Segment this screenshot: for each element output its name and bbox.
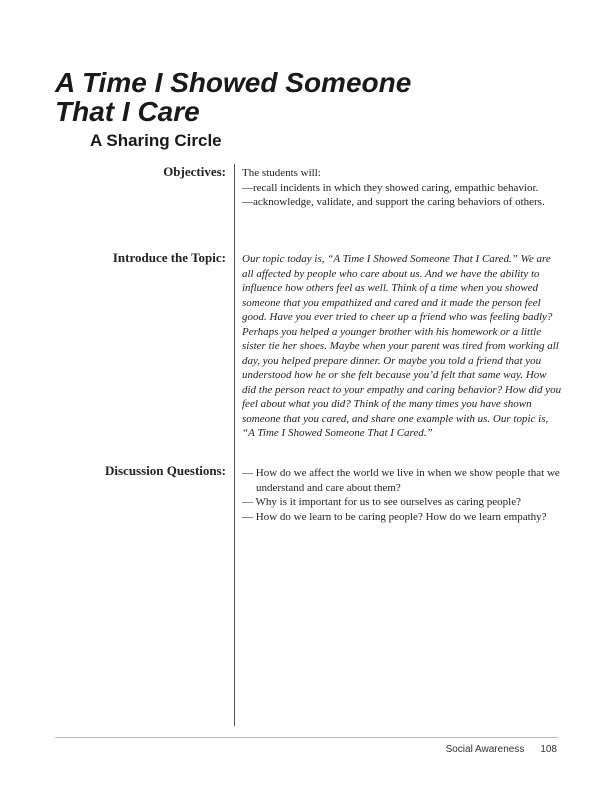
objectives-intro: The students will: <box>242 167 321 179</box>
discussion-question: — How do we affect the world we live in when we show people that we understand and care about them? <box>242 467 560 494</box>
introduce-topic-label: Introduce the Topic: <box>112 250 226 265</box>
discussion-question: — How do we learn to be caring people? How do we learn empathy? <box>242 510 547 523</box>
page-title <box>55 68 411 126</box>
page-title-line-2: That I Care <box>55 96 200 127</box>
page-title-line-1: A Time I Showed Someone <box>55 67 412 98</box>
footer-divider <box>55 737 558 738</box>
page-number: 108 <box>540 744 557 755</box>
discussion-questions-label: Discussion Questions: <box>105 463 226 478</box>
introduce-topic-text: Our topic today is, “A Time I Showed Someone That I Cared.” We are all affected by people who care about us. And we have the ability to influence how others feel as well. Think of a time when you showed someone that you empathized and cared and it made the person feel good. Have you ever tried to cheer up a friend who was feeling badly? Perhaps you helped a younger brother with his homework or a little sister tie her shoes. Maybe when your parent was tired from working all day, you helped prepare dinner. Or maybe you told a friend that you understood how he or she felt because you’d felt that same way. How did the person react to your empathy and caring behavior? How did you feel about what you did? Think of the many times you have shown someone that you cared, and share one example with us. Our topic is, “A Time I Showed Someone That I Cared.” <box>242 253 562 439</box>
objective-item: —recall incidents in which they showed caring, empathic behavior. <box>242 181 539 194</box>
page-subtitle: A Sharing Circle <box>90 131 222 150</box>
discussion-questions-list <box>242 466 562 524</box>
discussion-question: — Why is it important for us to see ourselves as caring people? <box>242 496 522 508</box>
footer-section: Social Awareness <box>445 744 525 755</box>
objectives-label: Objectives: <box>163 164 226 179</box>
objective-item: —acknowledge, validate, and support the caring behaviors of others. <box>242 196 545 208</box>
objectives-content <box>242 166 562 210</box>
column-divider <box>234 164 235 726</box>
page-footer <box>446 744 557 755</box>
